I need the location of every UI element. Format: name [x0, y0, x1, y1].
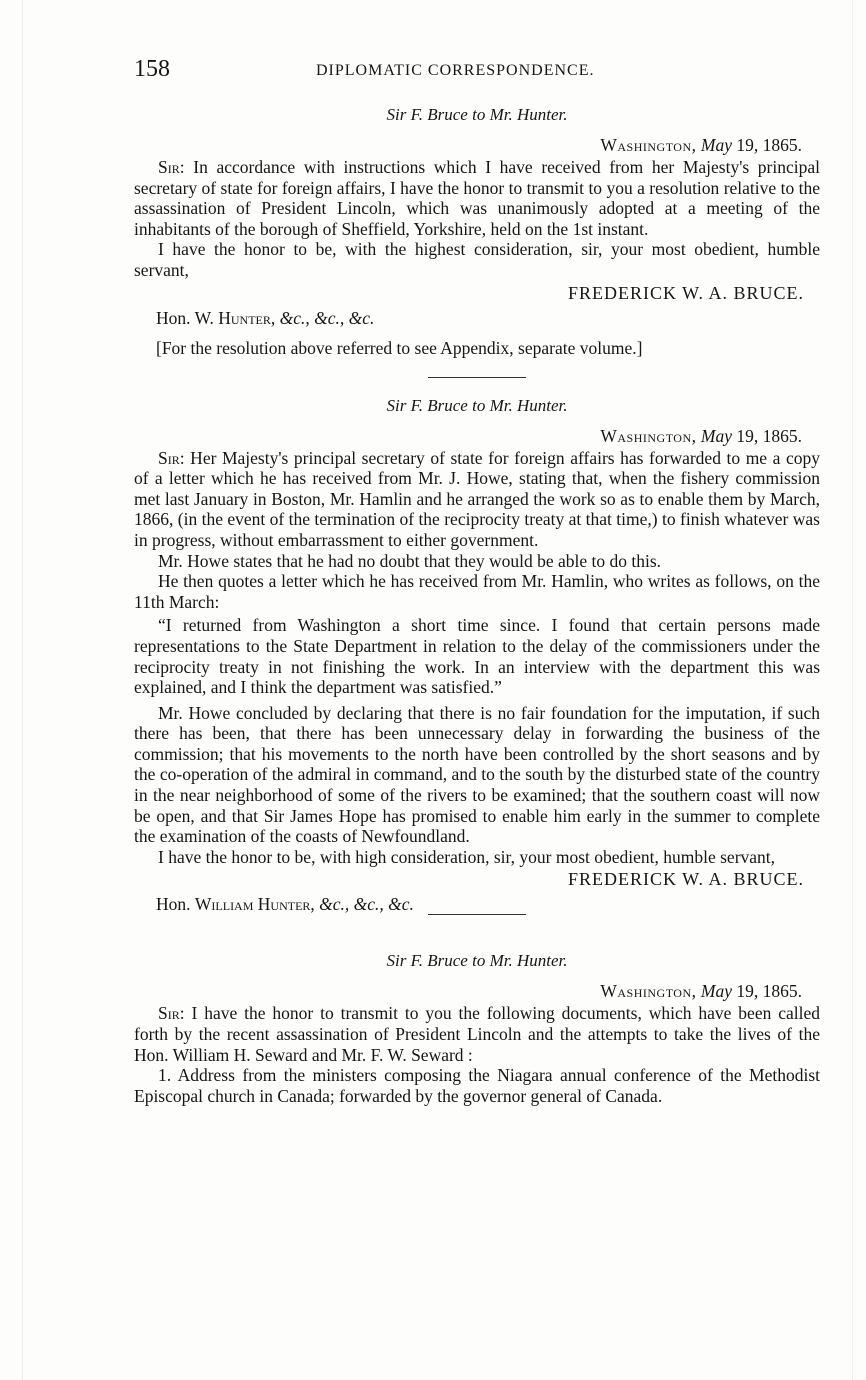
letter-3-place: Washington, [600, 981, 697, 1002]
letter-2-body-1: Her Majesty's principal secretary of state for foreign affairs has forwarded to me a copy of a letter which he has received from Mr. J. Howe, stating that, when the fishery commission met last January in Boston, Mr. Hamlin and he arranged the work so as to enable them by March, 1866, (in the event of the termination of the reciprocity treaty at that time,) to finish whatever was in progress, without embarrassment to either government. [134, 447, 820, 550]
letter-1-addressee [134, 307, 820, 329]
letter-3-heading: Sir F. Bruce to Mr. Hunter. [386, 951, 568, 971]
letter-3-paragraph-1 [134, 1003, 820, 1065]
letter-2-addressee-etc: &c., &c., &c. [319, 894, 414, 915]
page-edge-right [852, 0, 853, 1380]
section-divider-2 [428, 914, 526, 915]
section-divider-1 [428, 377, 526, 378]
document-page [134, 54, 820, 1106]
letter-1-month: May [700, 135, 732, 155]
letter-1 [134, 105, 820, 359]
letter-2-closing: I have the honor to be, with high consideration, sir, your most obedient, humble servant, [158, 846, 776, 867]
letter-1-salutation: Sir: [158, 157, 185, 177]
letter-2-paragraph-1 [134, 448, 820, 551]
letter-3 [134, 951, 820, 1106]
letter-2-salutation: Sir: [158, 447, 185, 468]
letter-1-addressee-title: Hon. W. [156, 307, 214, 328]
letter-1-body: In accordance with instructions which I have received from her Majesty's principal secretary of state for foreign affairs, I have the honor to transmit to you a resolution relative to the assassination of President Lincoln, which was unanimously adopted at a meeting of the inhabitants of the borough of Sheffield, Yorkshire, held on the 1st instant. [134, 157, 820, 239]
letter-2-paragraph-3: He then quotes a letter which he has received from Mr. Hamlin, who writes as follows, on the 11th March: [134, 571, 820, 612]
page-number: 158 [134, 56, 170, 82]
letter-2-paragraph-2: Mr. Howe states that he had no doubt that they would be able to do this. [158, 550, 662, 571]
letter-2-quote: “I returned from Washington a short time since. I found that certain persons made representations to the State Department in relation to the delay of the commissioners under the reciprocity treaty in not finishing the work. In an interview with the department this was explained, and I think the department was satisfied.” [134, 615, 820, 698]
letter-1-addressee-etc: &c., &c., &c. [279, 307, 375, 328]
letter-2-dateline [134, 426, 820, 447]
letter-1-place: Washington, [600, 135, 697, 155]
letter-1-dateline [134, 135, 820, 156]
letter-3-month: May [700, 981, 732, 1002]
page-header [134, 54, 820, 88]
letter-2-signature: FREDERICK W. A. BRUCE. [567, 869, 804, 890]
letter-3-date: 19, 1865. [736, 981, 802, 1002]
letter-1-heading: Sir F. Bruce to Mr. Hunter. [386, 105, 568, 124]
letter-2-addressee [134, 893, 820, 915]
letter-3-salutation: Sir: [158, 1003, 185, 1024]
letter-2 [134, 396, 820, 916]
letter-2-date: 19, 1865. [736, 425, 802, 446]
letter-1-date: 19, 1865. [736, 135, 802, 155]
letter-2-month: May [700, 425, 732, 446]
letter-2-place: Washington, [600, 425, 697, 446]
letter-2-addressee-name: William Hunter, [194, 894, 315, 915]
letter-1-addressee-name: Hunter, [218, 307, 276, 328]
letter-1-note: [For the resolution above referred to see Appendix, separate volume.] [156, 337, 643, 358]
letter-2-heading: Sir F. Bruce to Mr. Hunter. [386, 395, 568, 415]
letter-2-paragraph-4: Mr. Howe concluded by declaring that there is no fair foundation for the imputation, if such there has been, that there has been unnecessary delay in forwarding the business of the commission; that his movements to the north have been controlled by the short seasons and by the co-operation of the admiral in command, and to the south by the disturbed state of the country in the near neighborhood of some of the rivers to be examined; that the southern coast will now be open, and that Sir James Hope has promised to enable him early in the summer to complete the examination of the coasts of Newfoundland. [134, 702, 820, 847]
letter-3-body-1: I have the honor to transmit to you the following documents, which have been called forth by the recent assassination of President Lincoln and the attempts to take the lives of the Hon. William H. Seward and Mr. F. W. Seward : [134, 1003, 820, 1065]
running-title: DIPLOMATIC CORRESPONDENCE. [316, 62, 595, 79]
letter-1-closing: I have the honor to be, with the highest consideration, sir, your most obedient, humble servant, [134, 239, 820, 280]
letter-2-addressee-title: Hon. [156, 894, 191, 915]
page-edge-left [22, 0, 23, 1380]
letter-3-dateline [134, 981, 820, 1002]
letter-3-paragraph-2: 1. Address from the ministers composing the Niagara annual conference of the Methodist Episcopal church in Canada; forwarded by the governor general of Canada. [134, 1065, 820, 1106]
letter-1-signature: FREDERICK W. A. BRUCE. [567, 282, 804, 303]
letter-1-paragraph [134, 157, 820, 239]
